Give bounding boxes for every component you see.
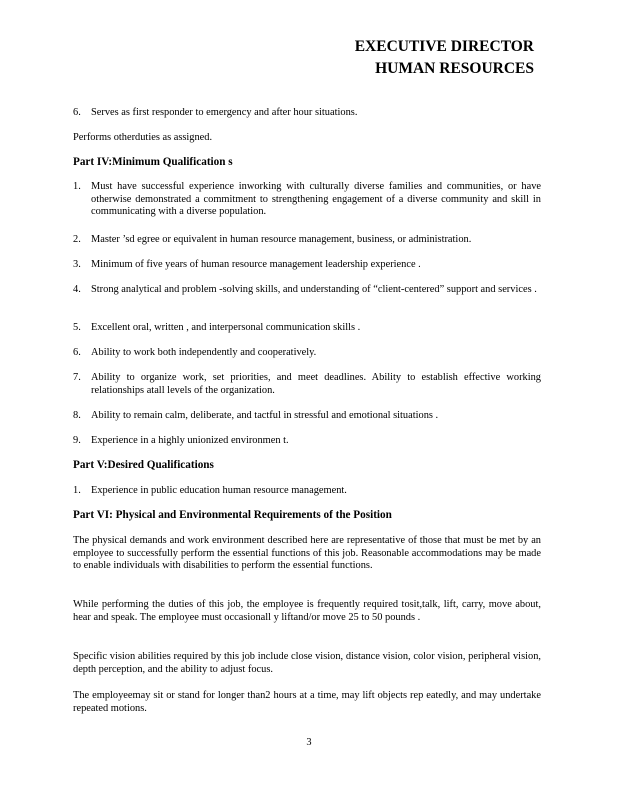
list-item-text: Ability to work both independently and cooperatively.: [91, 347, 317, 358]
part4-item-1: [73, 181, 541, 219]
part6-paragraph-2: While performing the duties of this job, the employee is frequently required tosit,talk, lift, carry, move about, hear and speak. The employee must occasionall y liftand/or move 25 to 50 pounds .: [73, 599, 541, 623]
part6-paragraph-4: The employeemay sit or stand for longer than2 hours at a time, may lift objects rep eatedly, and may undertake repeated motions.: [73, 690, 541, 714]
list-item-number: 2.: [73, 234, 81, 245]
duty-item-6: [73, 107, 541, 120]
part6-heading: Part VI: Physical and Environmental Requirements of the Position: [73, 509, 392, 521]
part4-heading: Part IV:Minimum Qualification s: [73, 156, 233, 168]
part6-paragraph-3: Specific vision abilities required by this job include close vision, distance vision, color vision, peripheral vision, depth perception, and the ability to adjust focus.: [73, 651, 541, 675]
duty-item-text: Serves as first responder to emergency and after hour situations.: [91, 107, 358, 118]
other-duties-text: Performs otherduties as assigned.: [73, 132, 213, 143]
list-item-text: Experience in public education human resource management.: [91, 485, 347, 496]
list-item-number: 7.: [73, 372, 81, 383]
part4-item-5: [73, 322, 541, 335]
list-item-text: Strong analytical and problem -solving skills, and understanding of “client-centered” support and services .: [91, 284, 537, 295]
part4-item-8: [73, 410, 541, 423]
page-number: 3: [306, 737, 312, 748]
part4-item-2: [73, 234, 541, 247]
part4-item-6: [73, 347, 541, 360]
list-item-number: 1.: [73, 181, 81, 192]
list-item-text: Ability to organize work, set priorities, and meet deadlines. Ability to establish effective working relationships atall levels of the organization.: [91, 372, 541, 396]
list-item-number: 5.: [73, 322, 81, 333]
duty-item-number: 6.: [73, 107, 81, 118]
list-item-text: Minimum of five years of human resource management leadership experience .: [91, 259, 421, 270]
list-item-number: 4.: [73, 284, 81, 295]
document-header: [355, 36, 534, 80]
header-title-line2: HUMAN RESOURCES: [375, 60, 534, 77]
part4-item-4: [73, 284, 541, 297]
list-item-text: Excellent oral, written , and interpersonal communication skills .: [91, 322, 361, 333]
list-item-number: 3.: [73, 259, 81, 270]
part4-item-3: [73, 259, 541, 272]
list-item-number: 9.: [73, 435, 81, 446]
list-item-number: 1.: [73, 485, 81, 496]
part4-item-9: [73, 435, 541, 448]
list-item-text: Experience in a highly unionized environmen t.: [91, 435, 289, 446]
list-item-text: Must have successful experience inworking with culturally diverse families and communities, or have otherwise demonstrated a commitment to strengthening engagement of a diverse community and skill in communicating with a diverse population.: [91, 181, 541, 218]
part4-item-7: [73, 372, 541, 397]
list-item-text: Master ’sd egree or equivalent in human resource management, business, or administration.: [91, 234, 472, 245]
part5-heading: Part V:Desired Qualifications: [73, 459, 214, 471]
part6-paragraph-1: The physical demands and work environment described here are representative of those that must be met by an employee to successfully perform the essential functions of this job. Reasonable accommodations may be made to enable individuals with disabilities to perform the essential functions.: [73, 535, 541, 572]
part5-item-1: [73, 485, 541, 498]
list-item-number: 8.: [73, 410, 81, 421]
list-item-number: 6.: [73, 347, 81, 358]
list-item-text: Ability to remain calm, deliberate, and tactful in stressful and emotional situations .: [91, 410, 439, 421]
header-title-line1: EXECUTIVE DIRECTOR: [354, 38, 534, 55]
